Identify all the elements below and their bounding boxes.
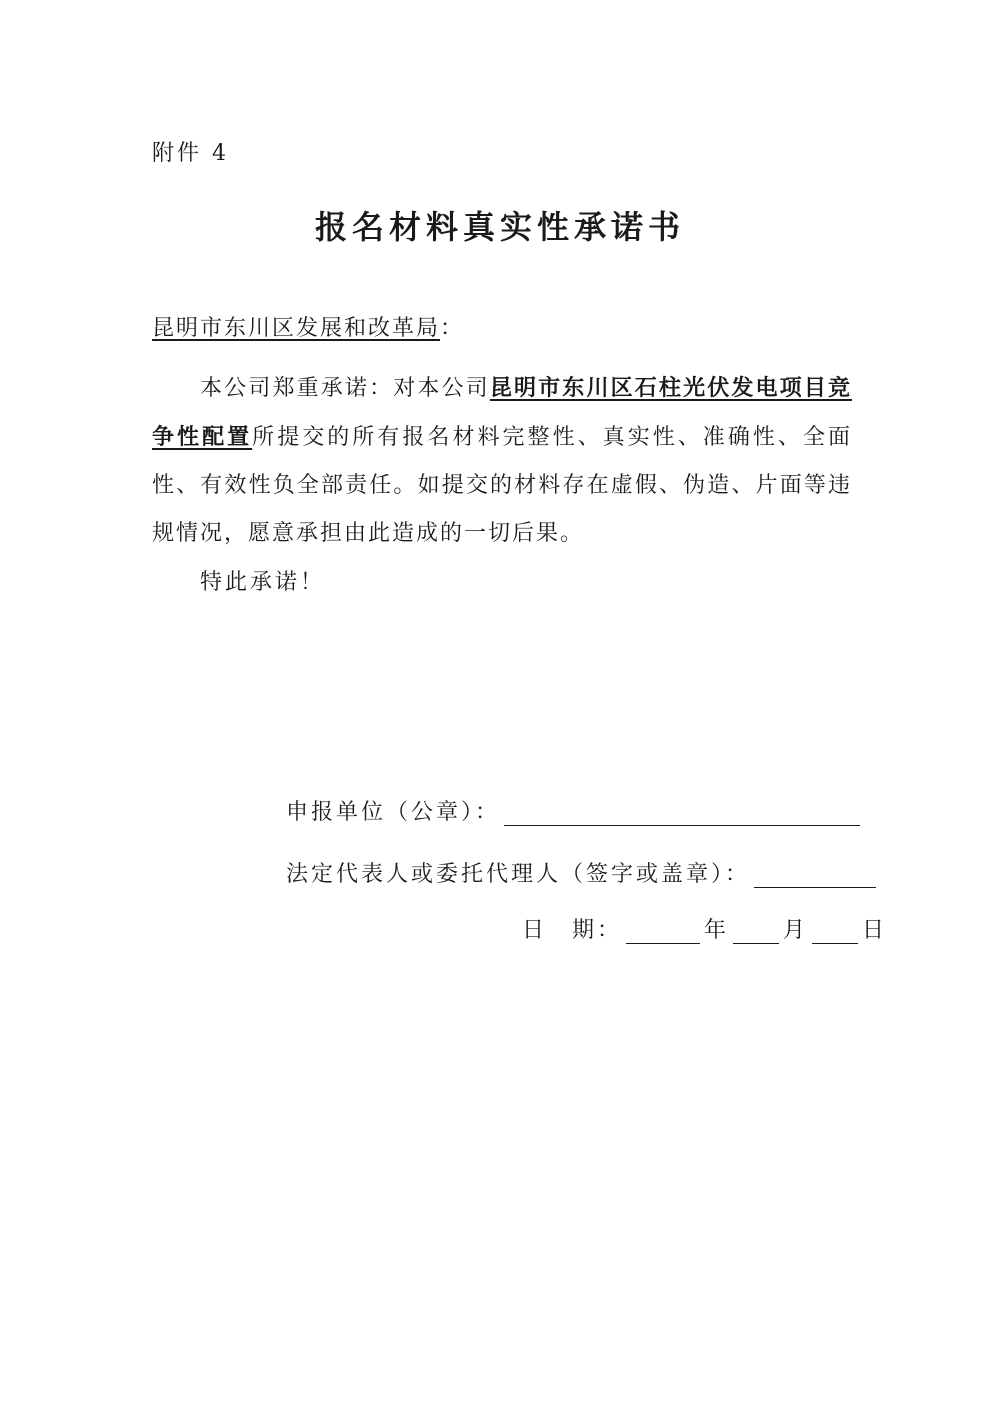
attachment-label: 附件 4 [152,141,229,166]
legal-representative-blank[interactable] [754,861,876,888]
closing-statement: 特此承诺！ [200,570,326,595]
day-label: 日 [862,918,888,943]
applicant-unit-label: 申报单位（公章）： [286,800,501,825]
document-title: 报名材料真实性承诺书 [314,208,685,246]
month-label: 月 [783,918,809,943]
legal-representative-label: 法定代表人或委托代理人（签字或盖章）： [286,862,751,887]
day-blank[interactable] [812,917,858,944]
legal-representative-row [286,857,876,888]
year-label: 年 [704,918,730,943]
year-blank[interactable] [626,917,700,944]
month-blank[interactable] [733,917,779,944]
addressee-colon: ： [440,316,465,341]
date-label: 日 期： [522,918,623,943]
addressee-name: 昆明市东川区发展和改革局 [152,316,441,341]
applicant-unit-blank[interactable] [504,799,860,826]
date-row [522,913,887,944]
commitment-paragraph [152,364,852,558]
commitment-prefix: 本公司郑重承诺：对本公司 [200,376,490,401]
commitment-body: 所提交的所有报名材料完整性、真实性、准确性、全面性、有效性负全部责任。如提交的材料存在虚假、伪造、片面等违规情况，愿意承担由此造成的一切后果。 [152,425,852,546]
project-name: 昆明市东川区石柱光伏发电项目竞争性配置 [152,375,852,450]
addressee-line [152,311,464,342]
applicant-unit-row [286,795,860,826]
